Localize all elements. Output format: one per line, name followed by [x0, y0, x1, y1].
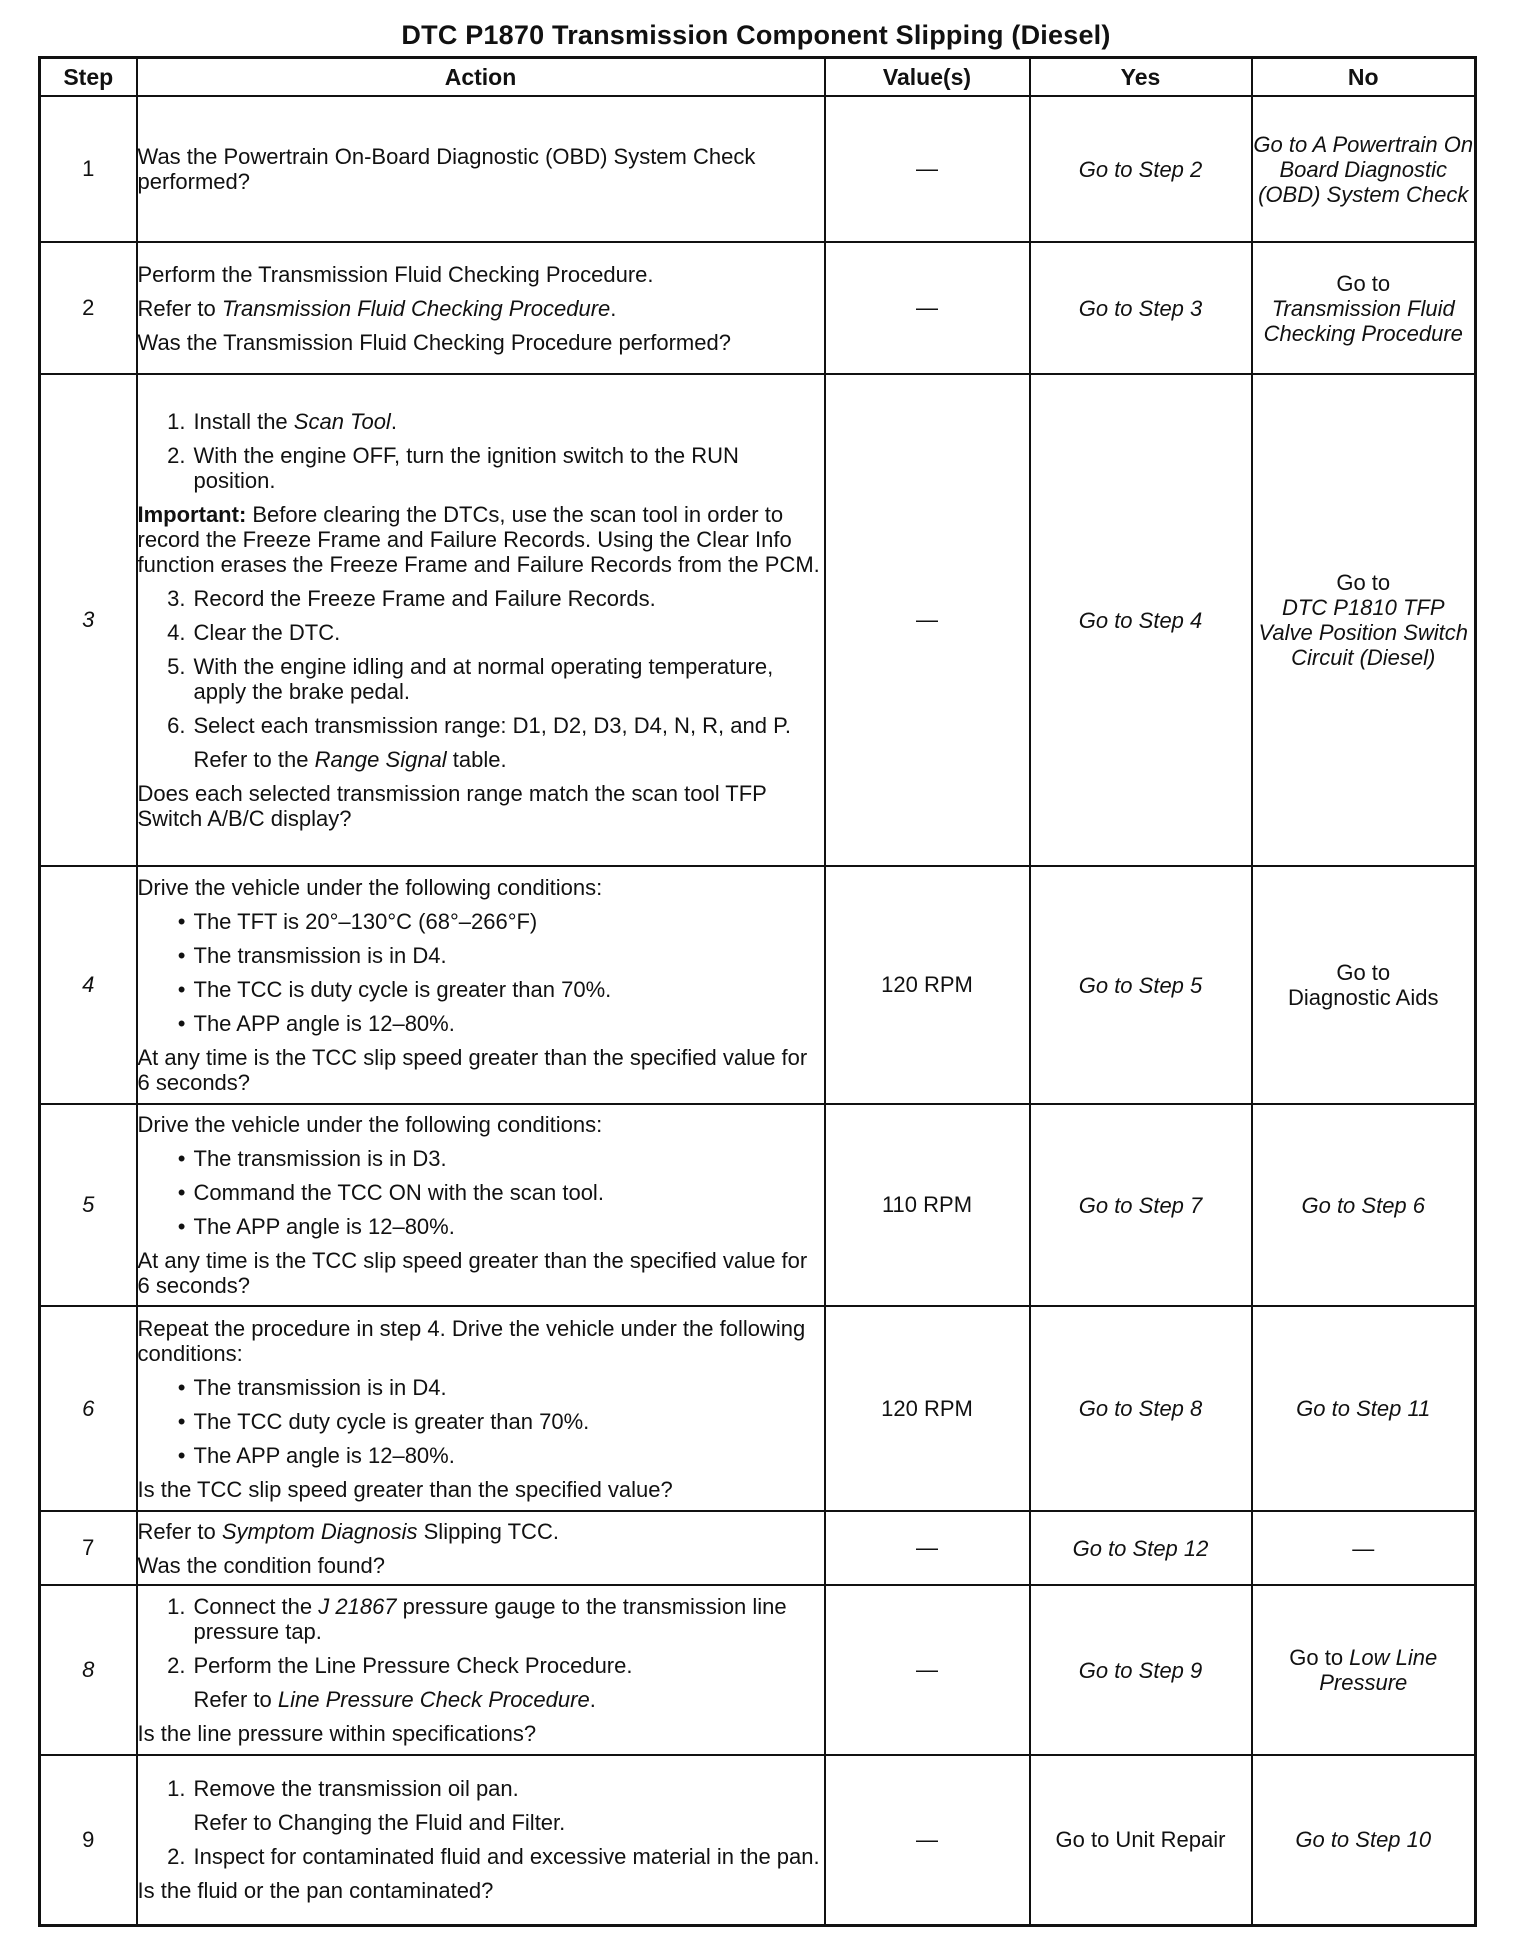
important-label: Important: — [137, 502, 247, 527]
empty-value-dash: — — [916, 1826, 938, 1852]
no-action-link[interactable] — [1258, 570, 1468, 670]
no-cell — [1252, 1511, 1476, 1585]
empty-value-dash: — — [916, 1535, 938, 1560]
step-action — [137, 96, 825, 242]
step-action — [137, 1755, 825, 1925]
action-step-6: 6. Select each transmission range: D1, D2, D3, D4, N, R, and P. — [167, 713, 792, 738]
step-number: 7 — [40, 1511, 137, 1585]
yes-action-link[interactable]: Go to Step 12 — [1072, 1535, 1209, 1561]
condition-item: • Command the TCC ON with the scan tool. — [177, 1180, 604, 1205]
condition-item: • The APP angle is 12–80%. — [177, 1011, 455, 1036]
empty-value-dash: — — [916, 1657, 938, 1682]
action-step-2: 2. With the engine OFF, turn the ignition switch to the RUN position. — [167, 443, 739, 493]
important-note — [138, 502, 824, 577]
yes-cell — [1030, 96, 1252, 242]
action-reference: Refer to Changing the Fluid and Filter. — [193, 1810, 566, 1836]
step-number: 2 — [40, 242, 137, 374]
step-action — [137, 1306, 825, 1511]
header-no: No — [1252, 58, 1476, 97]
empty-value-dash: — — [916, 156, 938, 181]
action-reference: Refer to the Range Signal table. — [193, 747, 507, 772]
yes-action-link[interactable]: Go to Step 8 — [1078, 1396, 1203, 1421]
action-paragraph: Perform the Transmission Fluid Checking Procedure. — [137, 261, 654, 287]
header-step: Step — [40, 58, 137, 97]
no-action-prefix: Go to — [1336, 960, 1391, 985]
action-question: Is the fluid or the pan contaminated? — [137, 1878, 494, 1904]
table-row — [40, 1104, 1476, 1306]
step-value — [825, 1585, 1030, 1755]
condition-item: • The TCC duty cycle is greater than 70%. — [177, 1408, 590, 1434]
no-cell — [1252, 96, 1476, 242]
step-value: 120 RPM — [825, 866, 1030, 1104]
yes-action-link[interactable]: Go to Step 5 — [1078, 972, 1203, 998]
action-question: Was the Powertrain On-Board Diagnostic (OBD) System Check performed? — [137, 144, 756, 194]
ref-prefix: Refer to — [137, 295, 222, 321]
ref-link[interactable]: Symptom Diagnosis — [221, 1518, 418, 1544]
condition-item: • The transmission is in D4. — [177, 1374, 447, 1400]
step-value — [825, 1755, 1030, 1925]
table-row — [40, 1511, 1476, 1585]
ref-link[interactable]: Transmission Fluid Checking Procedure — [221, 295, 611, 321]
condition-item: • The TCC is duty cycle is greater than 70%. — [177, 977, 612, 1002]
action-step-5: 5. With the engine idling and at normal operating temperature, apply the brake pedal. — [167, 654, 774, 704]
table-row — [40, 1585, 1476, 1755]
table-row — [40, 242, 1476, 374]
no-action-target: Transmission Fluid Checking Procedure — [1263, 295, 1463, 346]
yes-action-link[interactable]: Go to Step 2 — [1078, 156, 1203, 182]
action-question: Is the line pressure within specifications? — [137, 1721, 537, 1746]
no-cell — [1252, 1585, 1476, 1755]
no-action-target: DTC P1810 TFP Valve Position Switch Circuit (Diesel) — [1258, 595, 1468, 670]
no-cell — [1252, 866, 1476, 1104]
action-step-4: 4. Clear the DTC. — [167, 620, 341, 645]
step-value — [825, 374, 1030, 866]
condition-item: • The TFT is 20°–130°C (68°–266°F) — [177, 909, 538, 934]
no-action-prefix: Go to — [1336, 270, 1391, 296]
action-step-2: 2. Inspect for contaminated fluid and excessive material in the pan. — [167, 1844, 820, 1870]
action-reference: Refer to Line Pressure Check Procedure. — [193, 1687, 596, 1712]
no-action-link[interactable]: Go to Step 10 — [1295, 1827, 1432, 1853]
scan-tool-ref: Scan Tool — [293, 409, 391, 434]
step-number: 9 — [40, 1755, 137, 1925]
diagnostic-table — [38, 56, 1477, 1927]
empty-value-dash: — — [916, 607, 938, 632]
step-number: 3 — [40, 374, 137, 866]
action-step-1: 1. Remove the transmission oil pan. — [167, 1776, 519, 1802]
table-row — [40, 1306, 1476, 1511]
table-row — [40, 374, 1476, 866]
condition-item: • The APP angle is 12–80%. — [177, 1214, 455, 1239]
no-action-prefix: Go to — [1289, 1645, 1350, 1670]
action-question: Was the Transmission Fluid Checking Procedure performed? — [137, 329, 731, 355]
no-action-prefix: Go to — [1336, 570, 1391, 595]
action-step-2: 2. Perform the Line Pressure Check Procedure. — [167, 1653, 633, 1678]
action-intro: Drive the vehicle under the following conditions: — [137, 875, 603, 900]
condition-item: • The transmission is in D3. — [177, 1146, 447, 1171]
no-action-target: Diagnostic Aids — [1288, 985, 1439, 1010]
no-action-link[interactable] — [1289, 1645, 1437, 1695]
step-value: 120 RPM — [825, 1306, 1030, 1511]
no-action-link[interactable]: Go to Step 6 — [1301, 1192, 1426, 1218]
action-step-1: 1. Install the Scan Tool. — [167, 409, 397, 434]
step-value — [825, 1511, 1030, 1585]
no-cell — [1252, 374, 1476, 866]
table-row — [40, 96, 1476, 242]
no-action-prefix: Go to — [1253, 131, 1313, 157]
table-header-row — [40, 58, 1476, 97]
page-title: DTC P1870 Transmission Component Slipping (Diesel) — [401, 20, 1111, 50]
action-step-3: 3. Record the Freeze Frame and Failure Records. — [167, 586, 656, 611]
no-action-link[interactable]: Go to Step 11 — [1296, 1396, 1431, 1421]
action-question: Is the TCC slip speed greater than the specified value? — [137, 1476, 673, 1502]
step-value: 110 RPM — [825, 1104, 1030, 1306]
action-question: At any time is the TCC slip speed greater than the specified value for 6 seconds? — [137, 1248, 808, 1298]
yes-cell — [1030, 1511, 1252, 1585]
no-action-target: Low Line Pressure — [1319, 1645, 1438, 1695]
important-text: Before clearing the DTCs, use the scan tool in order to record the Freeze Frame and Failure Records. Using the Clear Info function erases the Freeze Frame and Failure Records from the PCM. — [137, 502, 820, 577]
header-values: Value(s) — [825, 58, 1030, 97]
step-number: 5 — [40, 1104, 137, 1306]
yes-cell — [1030, 866, 1252, 1104]
action-question: At any time is the TCC slip speed greater than the specified value for 6 seconds? — [137, 1045, 808, 1095]
yes-cell — [1030, 1104, 1252, 1306]
yes-cell — [1030, 242, 1252, 374]
yes-action-link[interactable]: Go to Step 9 — [1078, 1657, 1203, 1683]
step-number: 4 — [40, 866, 137, 1104]
document-page — [38, 14, 1474, 1927]
action-intro: Drive the vehicle under the following conditions: — [137, 1112, 603, 1137]
step-number: 1 — [40, 96, 137, 242]
table-row — [40, 866, 1476, 1104]
gauge-tool-ref: J 21867 — [318, 1594, 397, 1619]
ref-link[interactable]: Range Signal — [314, 747, 447, 772]
action-intro: Repeat the procedure in step 4. Drive the vehicle under the following conditions: — [137, 1315, 806, 1366]
step-action — [137, 1104, 825, 1306]
table-row — [40, 1755, 1476, 1925]
header-yes: Yes — [1030, 58, 1252, 97]
condition-item: • The transmission is in D4. — [177, 943, 447, 968]
step-number: 6 — [40, 1306, 137, 1511]
no-cell — [1252, 1306, 1476, 1511]
yes-action-link[interactable]: Go to Unit Repair — [1055, 1827, 1226, 1853]
action-question: Was the condition found? — [137, 1552, 385, 1578]
no-action-link[interactable] — [1264, 271, 1463, 346]
action-step-1: 1. Connect the J 21867 pressure gauge to the transmission line pressure tap. — [167, 1594, 787, 1644]
step-action — [137, 242, 825, 374]
action-question: Does each selected transmission range match the scan tool TFP Switch A/B/C display? — [137, 781, 767, 831]
step-value — [825, 242, 1030, 374]
yes-cell — [1030, 1585, 1252, 1755]
no-action-link[interactable] — [1253, 132, 1473, 207]
yes-action-link[interactable]: Go to Step 4 — [1078, 607, 1203, 633]
yes-cell — [1030, 1306, 1252, 1511]
step-action — [137, 1585, 825, 1755]
empty-value-dash: — — [916, 295, 938, 320]
step-action — [137, 1511, 825, 1585]
step-value — [825, 96, 1030, 242]
condition-item: • The APP angle is 12–80%. — [177, 1442, 455, 1468]
yes-cell — [1030, 374, 1252, 866]
no-cell — [1252, 1104, 1476, 1306]
yes-action-link[interactable]: Go to Step 3 — [1078, 295, 1203, 321]
step-action — [137, 374, 825, 866]
no-action-link[interactable] — [1288, 960, 1438, 1010]
ref-suffix: . — [610, 295, 617, 321]
step-number: 8 — [40, 1585, 137, 1755]
yes-cell — [1030, 1755, 1252, 1925]
step-action — [137, 866, 825, 1104]
header-action: Action — [137, 58, 825, 97]
no-cell — [1252, 242, 1476, 374]
action-reference — [138, 296, 824, 321]
empty-no-dash: — — [1352, 1535, 1375, 1561]
no-action-target: A Powertrain On Board Diagnostic (OBD) System Check — [1258, 131, 1474, 207]
yes-action-link[interactable]: Go to Step 7 — [1078, 1192, 1203, 1218]
action-reference: Refer to Symptom Diagnosis Slipping TCC. — [137, 1518, 559, 1544]
ref-link[interactable]: Line Pressure Check Procedure — [277, 1687, 590, 1712]
no-cell — [1252, 1755, 1476, 1925]
